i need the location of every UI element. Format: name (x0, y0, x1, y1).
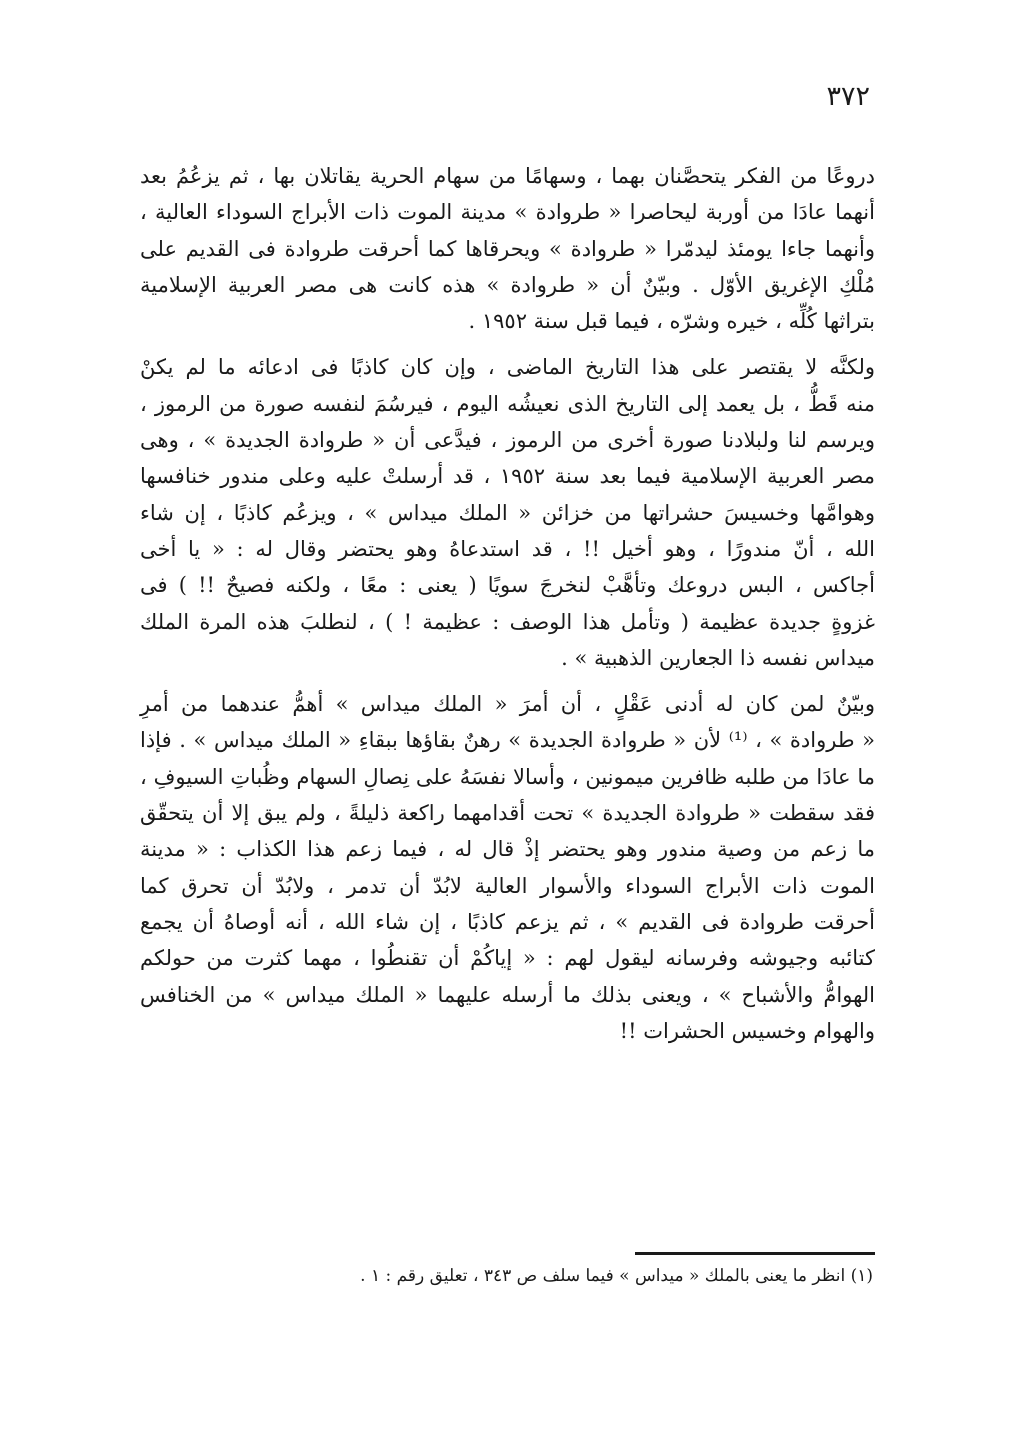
footnote: (١) انظر ما يعنى بالملك « ميداس » فيما سلف ص ٣٤٣ ، تعليق رقم : ١ . (360, 1266, 873, 1286)
text-line: ميداس نفسه ذا الجعارين الذهبية » . (561, 645, 875, 670)
text-line: ولكنَّه لا يقتصر على هذا التاريخ الماضى ، وإن كان كاذبًا فى ادعائه ما لم يكنْ (140, 355, 875, 380)
text-line: أنهما عادَا من أوربة ليحاصرا « طروادة » مدينة الموت ذات الأبراج السوداء العالية ، (140, 200, 875, 225)
text-line: غزوةٍ جديدة عظيمة ( وتأمل هذا الوصف : عظيمة ! ) ، لنطلبَ هذه المرة الملك (140, 609, 875, 634)
text-line: مُلْكِ الإغريق الأوّل . وبيّنٌ أن « طروادة » هذه كانت هى مصر العربية الإسلامية (140, 272, 875, 297)
text-line: بتراثها كُلِّه ، خيره وشرّه ، فيما قبل سنة ١٩٥٢ . (468, 309, 875, 334)
text-line: وبيّنٌ لمن كان له أدنى عَقْلٍ ، أن أمرَ « الملك ميداس » أهمُّ عندهما من أمرِ (140, 692, 875, 717)
paragraph-3 (140, 686, 875, 1049)
paragraph-2 (140, 349, 875, 676)
text-line: ويرسم لنا ولبلادنا صورة أخرى من الرموز ، فيدَّعى أن « طروادة الجديدة » ، وهى (140, 428, 875, 453)
text-line: أحرقت طروادة فى القديم » ، ثم يزعم كاذبًا ، إن شاء الله ، أنه أوصاهُ أن يجمع (140, 909, 875, 934)
text-line: أجاكس ، البس دروعك وتأهَّبْ لنخرجَ سويًا ( يعنى : معًا ، ولكنه فصيحٌ !! ) فى (140, 573, 875, 598)
footnote-divider (635, 1252, 875, 1255)
text-line: والهوام وخسيس الحشرات !! (619, 1018, 875, 1043)
page-number: ٣٧٢ (826, 81, 870, 112)
text-line: الهوامُّ والأشباح » ، ويعنى بذلك ما أرسله عليهما « الملك ميداس » من الخنافس (140, 982, 875, 1007)
text-line: ما زعم من وصية مندور وهو يحتضر إذْ قال له ، فيما زعم هذا الكذاب : « مدينة (140, 837, 876, 862)
text-line: ما عادَا من طلبه ظافرين ميمونين ، وأسالا نفسَهُ على نِصالِ السهام وظُباتِ السيوفِ ، (140, 764, 875, 789)
text-line: الله ، أنّ مندورًا ، وهو أخيل !! ، قد استدعاهُ وهو يحتضر وقال له : « يا أخى (140, 536, 875, 561)
text-line: وهوامَّها وخسيسَ حشراتها من خزائن « الملك ميداس » ، ويزعُم كاذبًا ، إن شاء (140, 500, 875, 525)
text-line: دروعًا من الفكر يتحصَّنان بهما ، وسهامًا من سهام الحرية يقاتلان بها ، ثم يزعُمُ بعد (140, 164, 875, 188)
text-line: الموت ذات الأبراج السوداء والأسوار العالية لابُدّ أن تدمر ، ولابُدّ أن تحرق كما (140, 873, 875, 898)
text-line: مصر العربية الإسلامية فيما بعد سنة ١٩٥٢ ، قد أرسلتْ عليه وعلى مندور خنافسها (140, 464, 876, 489)
text-line: منه قَطُّ ، بل يعمد إلى التاريخ الذى نعيشُه اليوم ، فيرسُمَ لنفسه صورة من الرموز ، (140, 391, 875, 416)
text-line: كتائبه وجيوشه وفرسانه ليقول لهم : « إياكُمْ أن تقنطُوا ، مهما كثرت من حولكم (140, 946, 875, 971)
text-line: فقد سقطت « طروادة الجديدة » تحت أقدامهما راكعة ذليلةً ، ولم يبق إلا أن يتحقّق (140, 801, 875, 826)
paragraph-1 (140, 158, 875, 339)
text-line: « طروادة » ، ⁽¹⁾ لأن « طروادة الجديدة » رهنٌ بقاؤها ببقاءِ « الملك ميداس » . فإذا (140, 728, 875, 753)
body-text (140, 158, 875, 1049)
text-line: وأنهما جاءا يومئذ ليدمّرا « طروادة » ويحرقاها كما أحرقت طروادة فى القديم على (140, 236, 875, 261)
